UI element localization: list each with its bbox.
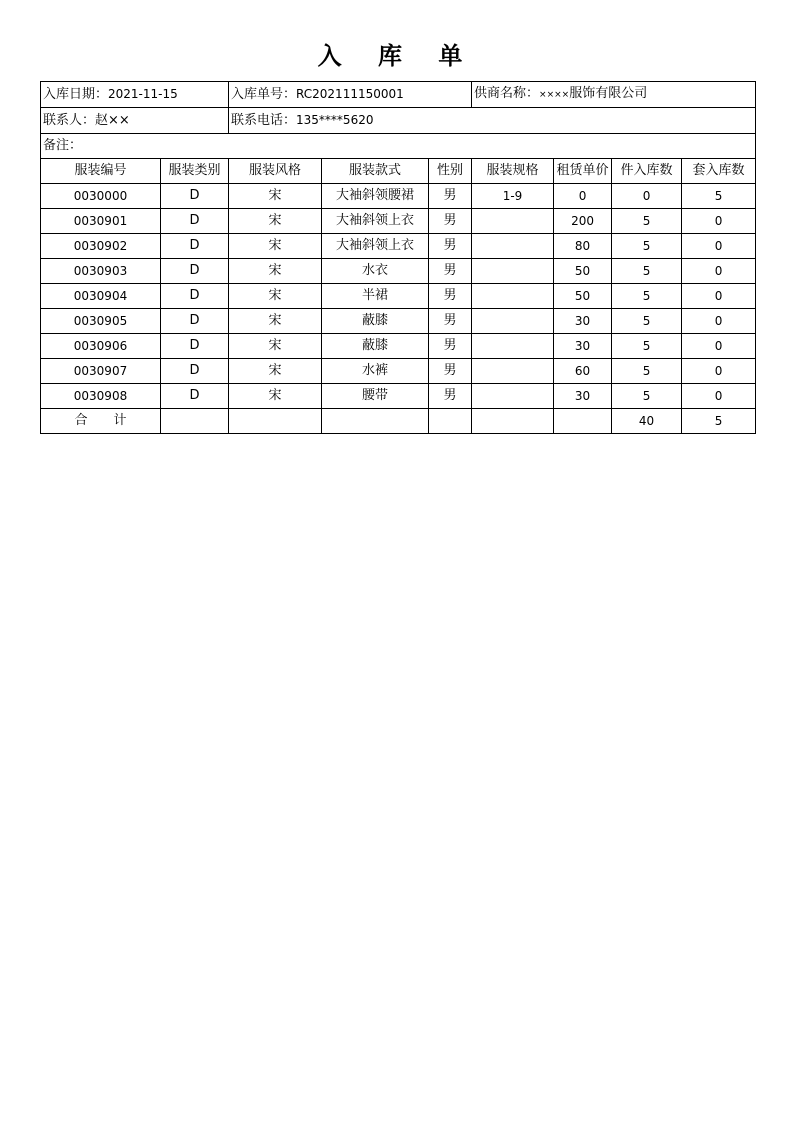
table-cell <box>472 384 554 409</box>
table-cell: 宋 <box>229 184 322 209</box>
table-cell: 0 <box>554 184 612 209</box>
piece-total: 40 <box>612 409 682 434</box>
table-cell: 男 <box>429 334 472 359</box>
table-cell: 男 <box>429 284 472 309</box>
table-cell: 水裤 <box>322 359 429 384</box>
table-cell: D <box>161 334 229 359</box>
table-cell <box>472 359 554 384</box>
remark-label: 备注： <box>43 138 83 153</box>
table-cell: 0 <box>682 234 756 259</box>
table-cell: 宋 <box>229 284 322 309</box>
table-cell: 大袖斜领腰裙 <box>322 184 429 209</box>
table-cell: 水衣 <box>322 259 429 284</box>
table-cell: 0030903 <box>41 259 161 284</box>
set-total: 5 <box>682 409 756 434</box>
table-cell: 0 <box>682 284 756 309</box>
info-row-2 <box>41 108 756 134</box>
table-cell <box>161 409 229 434</box>
table-cell: 5 <box>612 384 682 409</box>
table-cell <box>472 209 554 234</box>
table-cell: 0 <box>682 309 756 334</box>
info-row-1 <box>41 82 756 108</box>
order-number-cell <box>229 82 472 108</box>
table-cell: 0 <box>682 209 756 234</box>
table-cell: 男 <box>429 209 472 234</box>
total-label: 合 计 <box>41 409 161 434</box>
table-cell: 0 <box>682 259 756 284</box>
table-cell: 宋 <box>229 209 322 234</box>
table-cell: D <box>161 209 229 234</box>
table-cell: 男 <box>429 309 472 334</box>
table-row <box>41 259 756 284</box>
table-cell: 宋 <box>229 309 322 334</box>
table-cell: 0030906 <box>41 334 161 359</box>
order-number-label: 入库单号： <box>231 87 297 102</box>
table-cell <box>472 284 554 309</box>
table-cell <box>472 409 554 434</box>
table-cell: 30 <box>554 334 612 359</box>
table-cell: 0030000 <box>41 184 161 209</box>
table-row <box>41 359 756 384</box>
table-cell: 宋 <box>229 384 322 409</box>
table-cell: 0030904 <box>41 284 161 309</box>
table-row <box>41 184 756 209</box>
table-row <box>41 234 756 259</box>
table-row <box>41 384 756 409</box>
table-cell: 男 <box>429 234 472 259</box>
column-header: 服装类别 <box>161 159 229 184</box>
table-cell: 男 <box>429 259 472 284</box>
table-cell: D <box>161 284 229 309</box>
table-cell: 1-9 <box>472 184 554 209</box>
table-cell: 大袖斜领上衣 <box>322 209 429 234</box>
table-cell: 蔽膝 <box>322 309 429 334</box>
entry-date-label: 入库日期： <box>43 87 109 102</box>
table-cell: 200 <box>554 209 612 234</box>
table-cell: 5 <box>612 284 682 309</box>
document-title: 入 库 单 <box>317 41 477 70</box>
entry-date-cell <box>41 82 229 108</box>
table-cell: 宋 <box>229 334 322 359</box>
column-header: 服装编号 <box>41 159 161 184</box>
table-cell <box>472 309 554 334</box>
table-cell: 男 <box>429 384 472 409</box>
phone-cell <box>229 108 756 134</box>
table-cell: 男 <box>429 184 472 209</box>
table-cell: 蔽膝 <box>322 334 429 359</box>
table-cell: D <box>161 184 229 209</box>
table-cell: 30 <box>554 309 612 334</box>
table-row <box>41 334 756 359</box>
table-cell <box>322 409 429 434</box>
table-cell: 5 <box>612 309 682 334</box>
column-header: 服装风格 <box>229 159 322 184</box>
table-cell: 大袖斜领上衣 <box>322 234 429 259</box>
info-row-3 <box>41 134 756 159</box>
phone-label: 联系电话： <box>231 113 297 128</box>
table-cell: 50 <box>554 284 612 309</box>
table-cell: 0030908 <box>41 384 161 409</box>
table-cell <box>472 334 554 359</box>
table-cell: D <box>161 384 229 409</box>
table-cell: 5 <box>612 334 682 359</box>
table-cell: 50 <box>554 259 612 284</box>
contact-cell <box>41 108 229 134</box>
table-cell: 0030902 <box>41 234 161 259</box>
table-cell: 5 <box>612 234 682 259</box>
table-cell: D <box>161 309 229 334</box>
column-header: 性别 <box>429 159 472 184</box>
table-cell: 0 <box>682 359 756 384</box>
table-row <box>41 209 756 234</box>
table-cell <box>472 259 554 284</box>
table-cell: 80 <box>554 234 612 259</box>
table-cell: 宋 <box>229 259 322 284</box>
column-header: 服装规格 <box>472 159 554 184</box>
supplier-cell <box>472 82 756 108</box>
column-header: 件入库数 <box>612 159 682 184</box>
table-cell: 0 <box>612 184 682 209</box>
table-cell: 0030901 <box>41 209 161 234</box>
table-cell: 5 <box>612 359 682 384</box>
table-cell: 半裙 <box>322 284 429 309</box>
table-cell: 60 <box>554 359 612 384</box>
supplier-label: 供商名称： <box>474 86 540 101</box>
column-header: 租赁单价 <box>554 159 612 184</box>
table-header <box>41 159 756 184</box>
total-row <box>41 409 756 434</box>
table-cell: D <box>161 359 229 384</box>
remark-cell <box>41 134 756 159</box>
supplier-prefix: ×××× <box>539 90 570 100</box>
table-cell: D <box>161 259 229 284</box>
supplier-value: 服饰有限公司 <box>569 86 648 101</box>
phone-value: 135****5620 <box>296 113 374 127</box>
table-cell: 0030907 <box>41 359 161 384</box>
column-header: 套入库数 <box>682 159 756 184</box>
table-cell: 0030905 <box>41 309 161 334</box>
table-row <box>41 309 756 334</box>
table-cell: 宋 <box>229 359 322 384</box>
table-cell: 宋 <box>229 234 322 259</box>
table-row <box>41 284 756 309</box>
table-cell: 0 <box>682 334 756 359</box>
inbound-table <box>40 81 756 434</box>
table-cell: 5 <box>612 209 682 234</box>
table-cell <box>472 234 554 259</box>
table-cell: 5 <box>612 259 682 284</box>
table-cell: 腰带 <box>322 384 429 409</box>
order-number-value: RC202111150001 <box>296 87 404 101</box>
table-cell <box>554 409 612 434</box>
contact-label: 联系人： <box>43 112 96 128</box>
table-cell: D <box>161 234 229 259</box>
table-cell <box>429 409 472 434</box>
table-cell: 5 <box>682 184 756 209</box>
table-body <box>41 184 756 409</box>
contact-value: 赵×× <box>95 112 130 128</box>
entry-date-value: 2021-11-15 <box>108 87 178 101</box>
table-cell <box>229 409 322 434</box>
table-cell: 30 <box>554 384 612 409</box>
table-cell: 0 <box>682 384 756 409</box>
column-header: 服装款式 <box>322 159 429 184</box>
table-cell: 男 <box>429 359 472 384</box>
